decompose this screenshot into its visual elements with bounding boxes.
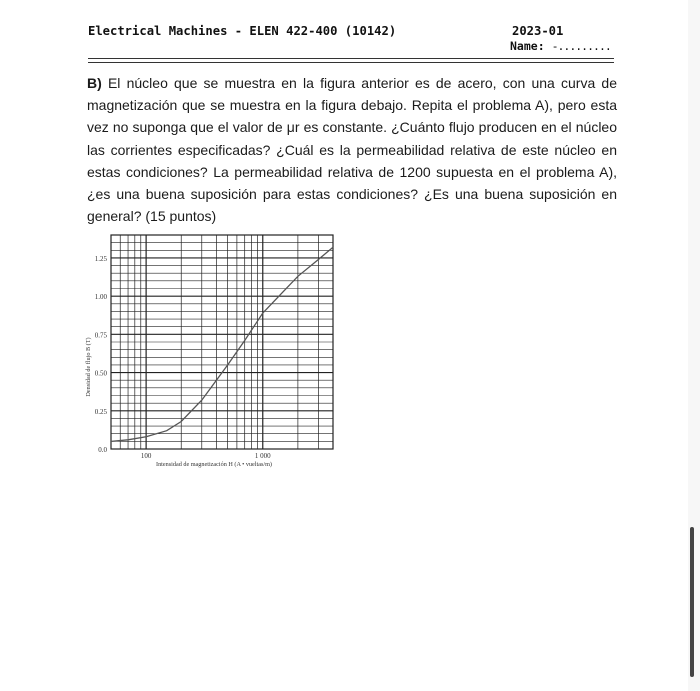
magnetization-curve-line xyxy=(111,247,333,441)
x-axis-title: Intensidad de magnetización H (A • vueltas/m) xyxy=(156,461,272,468)
y-tick-label: 0.50 xyxy=(94,369,107,378)
y-tick-label: 0.25 xyxy=(94,407,107,416)
x-tick-label: 100 xyxy=(140,452,152,460)
x-tick-label: 1 000 xyxy=(254,452,271,460)
y-tick-label: 0.0 xyxy=(98,446,107,454)
magnetization-chart xyxy=(78,228,348,473)
y-tick-label: 1.00 xyxy=(94,293,107,302)
y-tick-label: 1.25 xyxy=(94,254,107,263)
course-title: Electrical Machines - ELEN 422-400 (10142) xyxy=(88,24,397,38)
name-label: Name: xyxy=(510,39,545,53)
name-blank: -......... xyxy=(551,39,611,53)
scrollbar-thumb[interactable] xyxy=(690,527,694,677)
problem-label: B) xyxy=(87,75,102,91)
header-divider xyxy=(88,58,614,63)
semester-label: 2023-01 xyxy=(512,24,564,38)
problem-text: El núcleo que se muestra en la figura anterior es de acero, con una curva de magnetización que se muestra en la figura debajo. Repita el problema A), pero esta vez no suponga que el valor de μr es constante. ¿Cuánto flujo producen en el núcleo las corrientes especificadas? ¿Cuál es la permeabilidad relativa de este núcleo en estas condiciones? La permeabilidad relativa de 1200 supuesta en el problema A), ¿es una buena suposición para estas condiciones? ¿Es una buena suposición en general? (15 puntos) xyxy=(87,75,618,225)
problem-statement xyxy=(87,72,617,227)
y-axis-title: Densidad de flujo B (T) xyxy=(85,337,92,397)
name-field xyxy=(510,39,611,53)
magnetization-curve-figure xyxy=(78,228,348,473)
y-tick-label: 0.75 xyxy=(94,331,107,340)
